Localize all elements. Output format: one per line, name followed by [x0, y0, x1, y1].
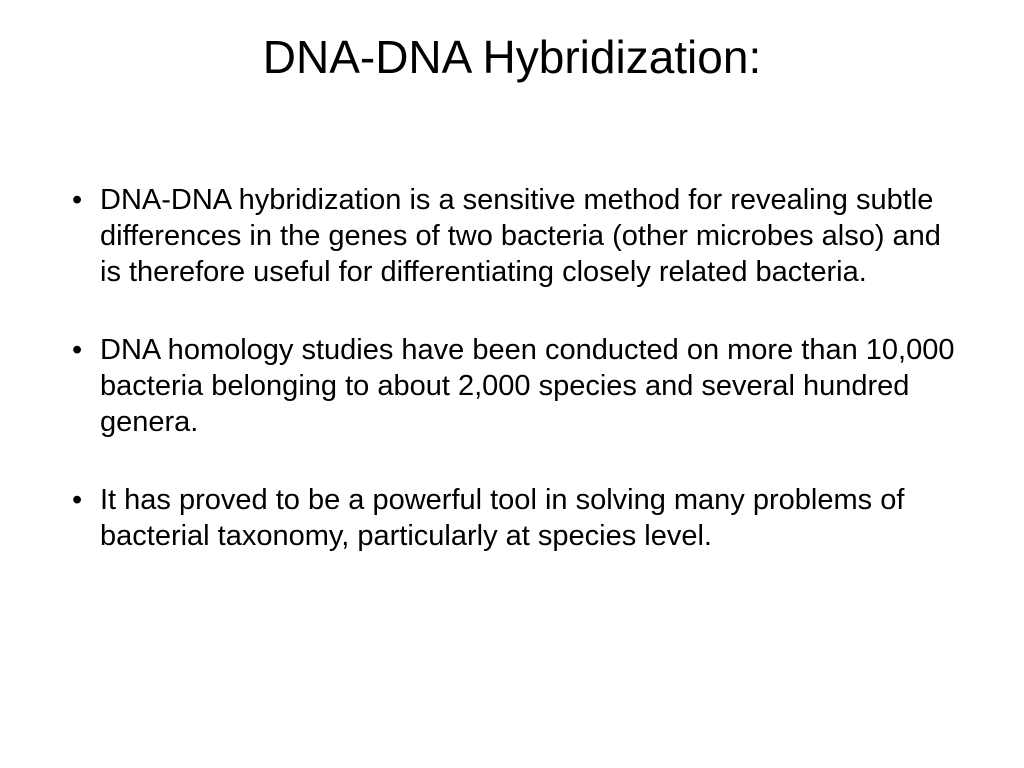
bullet-text: DNA homology studies have been conducted on more than 10,000 bacteria belonging to about 2,000 species and several hundred genera. [100, 334, 955, 438]
bullet-dot-icon: • [72, 334, 83, 366]
bullet-text: It has proved to be a powerful tool in solving many problems of bacterial taxonomy, particularly at species level. [100, 484, 905, 552]
bullet-item [72, 182, 962, 290]
bullet-dot-icon: • [72, 484, 83, 516]
bullet-item [72, 482, 962, 554]
bullet-list [72, 182, 962, 596]
bullet-dot-icon: • [72, 184, 83, 216]
slide-title: DNA-DNA Hybridization: [262, 31, 762, 83]
bullet-item [72, 332, 962, 440]
bullet-text: DNA-DNA hybridization is a sensitive method for revealing subtle differences in the genes of two bacteria (other microbes also) and is therefore useful for differentiating closely related bacteria. [100, 184, 941, 288]
